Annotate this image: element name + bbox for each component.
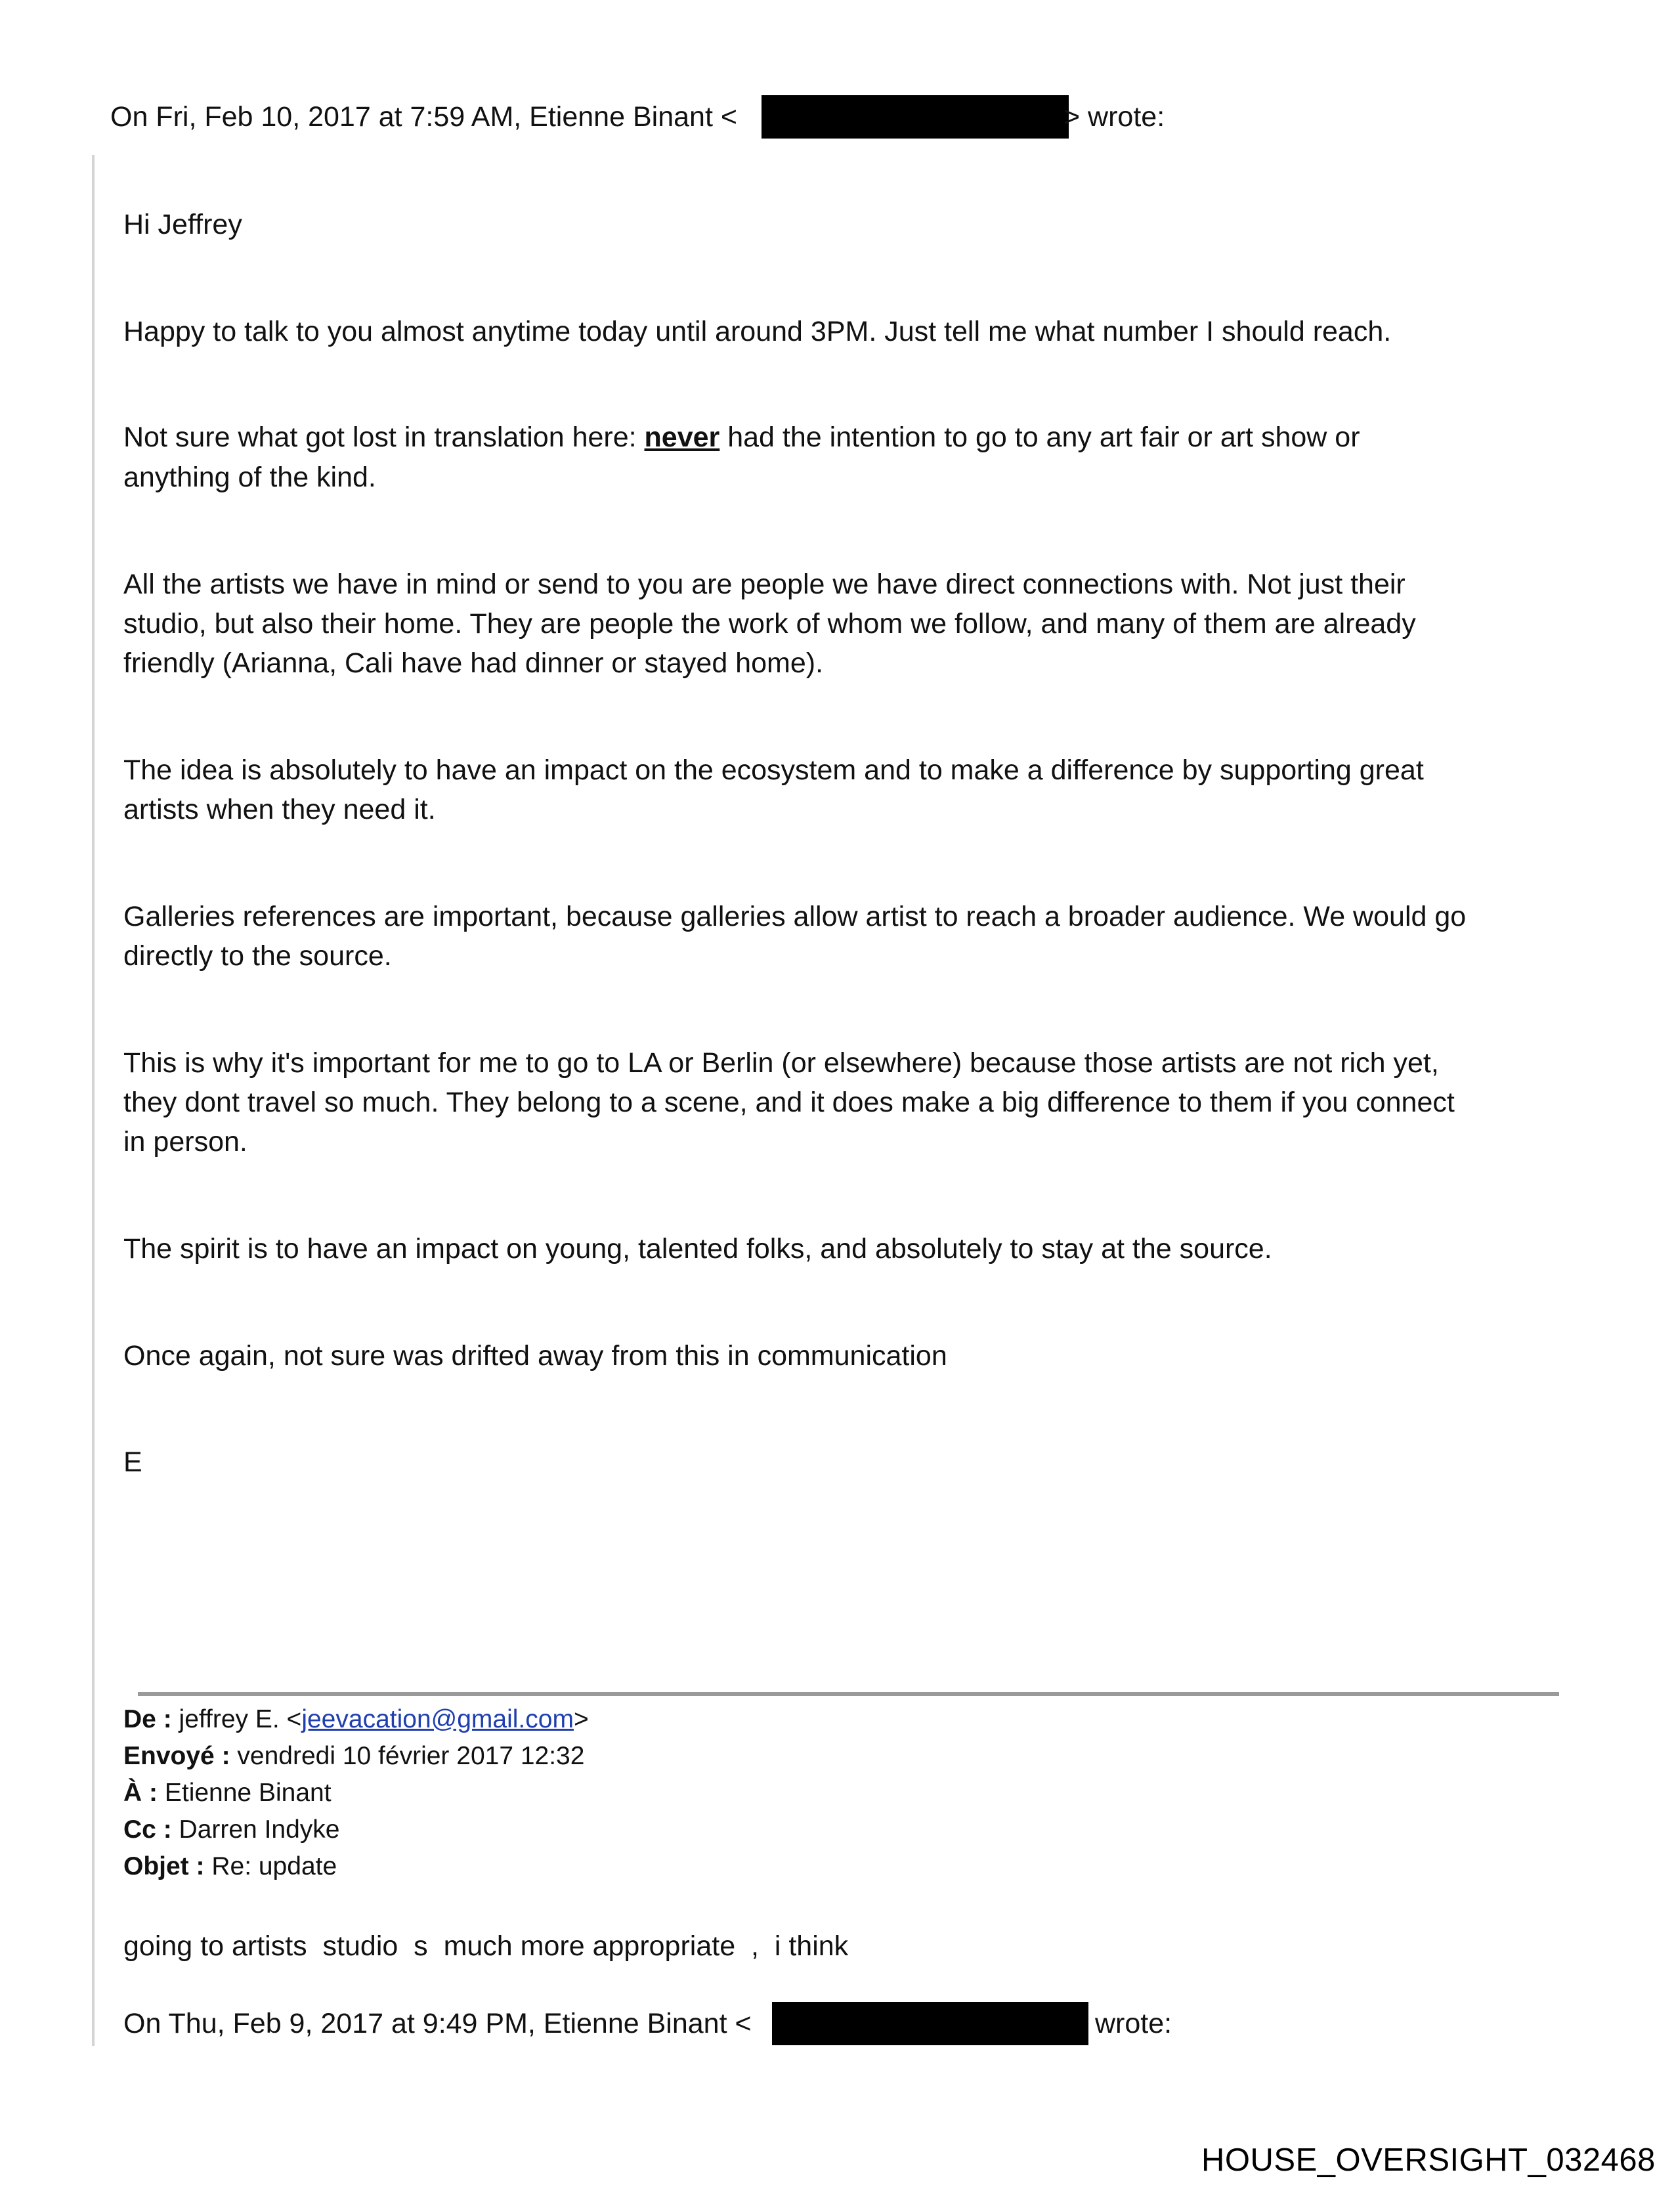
redacted-email-block-2 <box>772 2002 1088 2045</box>
cc-label: Cc : <box>123 1815 172 1844</box>
header-separator <box>138 1692 1559 1696</box>
paragraph-3-line-3: friendly (Arianna, Cali have had dinner or stayed home). <box>123 647 824 679</box>
signoff: E <box>123 1446 142 1478</box>
from-name: jeffrey E. < <box>179 1705 302 1733</box>
cc-line <box>123 1811 339 1848</box>
quote-header-suffix: > wrote: <box>1063 101 1165 133</box>
subject-line <box>123 1848 337 1885</box>
sent-label: Envoyé : <box>123 1742 230 1770</box>
cc-value: Darren Indyke <box>179 1815 340 1844</box>
subject-value: Re: update <box>211 1852 337 1880</box>
p2-emphasis: never <box>644 422 720 453</box>
paragraph-8: Once again, not sure was drifted away from this in communication <box>123 1340 947 1372</box>
sent-line <box>123 1738 584 1775</box>
paragraph-3-line-2: studio, but also their home. They are people the work of whom we follow, and many of them are already <box>123 608 1416 640</box>
from-email-link[interactable]: jeevacation@gmail.com <box>301 1705 574 1733</box>
quote-bar <box>92 155 95 2046</box>
paragraph-4-line-2: artists when they need it. <box>123 794 436 825</box>
paragraph-4-line-1: The idea is absolutely to have an impact on the ecosystem and to make a difference by supporting great <box>123 754 1424 786</box>
p2-before: Not sure what got lost in translation here: <box>123 422 645 453</box>
paragraph-7: The spirit is to have an impact on young, talented folks, and absolutely to stay at the source. <box>123 1233 1272 1265</box>
bates-number: HOUSE_OVERSIGHT_032468 <box>1201 2142 1656 2178</box>
quote-header-2-suffix: wrote: <box>1095 2008 1172 2039</box>
to-label: À : <box>123 1779 158 1807</box>
paragraph-5-line-2: directly to the source. <box>123 940 392 972</box>
p2-after: had the intention to go to any art fair or art show or <box>719 422 1360 453</box>
quote-header-2: On Thu, Feb 9, 2017 at 9:49 PM, Etienne Binant < <box>123 2008 752 2039</box>
paragraph-2-line-2: anything of the kind. <box>123 462 376 493</box>
reply-text: going to artists studio s much more appropriate , i think <box>123 1930 849 1962</box>
from-label: De : <box>123 1705 172 1733</box>
greeting: Hi Jeffrey <box>123 209 242 240</box>
paragraph-6-line-2: they dont travel so much. They belong to a scene, and it does make a big difference to them if you connect <box>123 1087 1455 1118</box>
paragraph-2-line-1 <box>123 418 1360 458</box>
paragraph-3-line-1: All the artists we have in mind or send to you are people we have direct connections with. Not just their <box>123 569 1406 600</box>
from-close: > <box>573 1705 589 1733</box>
to-value: Etienne Binant <box>164 1779 332 1807</box>
sent-value: vendredi 10 février 2017 12:32 <box>237 1742 585 1770</box>
paragraph-5-line-1: Galleries references are important, because galleries allow artist to reach a broader audience. We would go <box>123 901 1467 932</box>
quote-header <box>110 97 737 137</box>
from-line <box>123 1701 589 1738</box>
redacted-email-block <box>762 95 1069 139</box>
to-line <box>123 1775 332 1811</box>
paragraph-6-line-3: in person. <box>123 1126 247 1158</box>
paragraph-1: Happy to talk to you almost anytime today until around 3PM. Just tell me what number I should reach. <box>123 316 1392 347</box>
paragraph-6-line-1: This is why it's important for me to go to LA or Berlin (or elsewhere) because those artists are not rich yet, <box>123 1047 1439 1079</box>
subject-label: Objet : <box>123 1852 205 1880</box>
quote-header-prefix: On Fri, Feb 10, 2017 at 7:59 AM, Etienne Binant < <box>110 101 737 133</box>
